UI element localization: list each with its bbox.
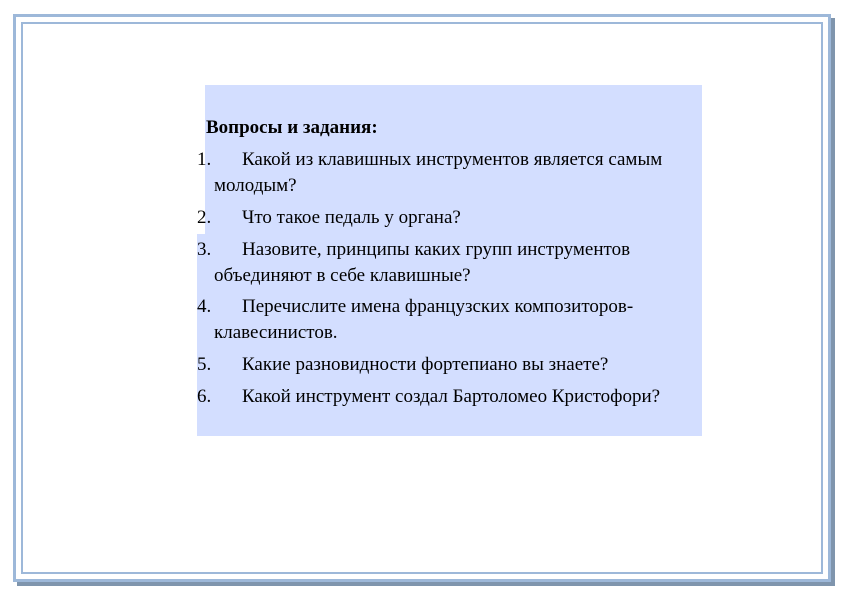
question-text: Какие разновидности фортепиано вы знаете?: [242, 354, 609, 375]
question-text: Какой из клавишных инструментов является самым молодым?: [214, 149, 663, 196]
question-text: Какой инструмент создал Бартоломео Кристофори?: [242, 386, 661, 407]
questions-card: [197, 85, 702, 436]
question-text: Перечислите имена французских композиторов-клавесинистов.: [214, 296, 634, 343]
questions-content: [197, 85, 702, 436]
question-number: 2.: [197, 207, 212, 228]
question-number: 3.: [197, 239, 212, 260]
question-number: 4.: [197, 296, 212, 317]
question-number: 5.: [197, 354, 212, 375]
questions-heading: Вопросы и задания:: [206, 117, 378, 138]
question-number: 1.: [197, 149, 212, 170]
question-text: Что такое педаль у органа?: [242, 207, 461, 228]
question-text: Назовите, принципы каких групп инструментов объединяют в себе клавишные?: [214, 239, 631, 286]
question-number: 6.: [197, 386, 212, 407]
